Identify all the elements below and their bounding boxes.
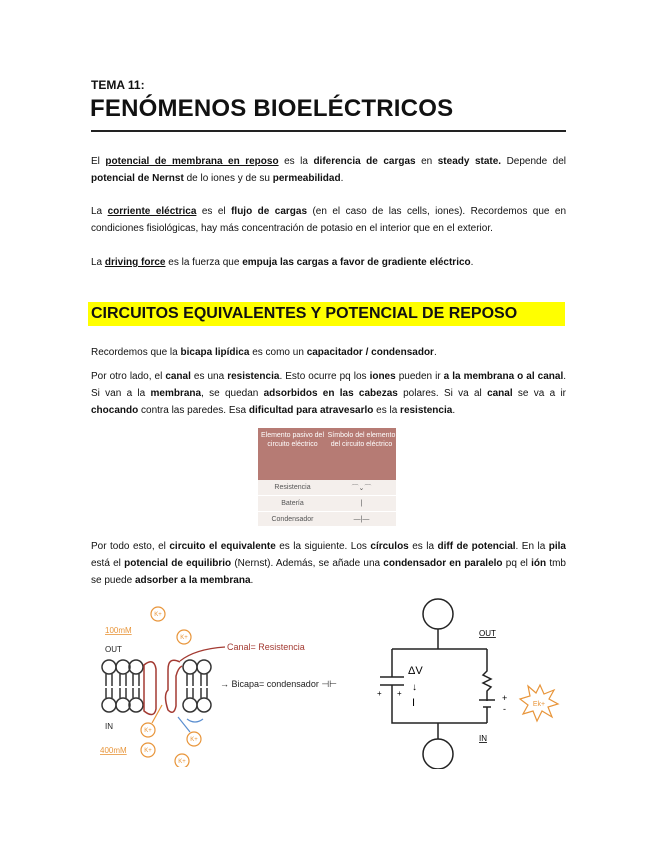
text-run: (Nernst). Además, se añade una <box>231 558 384 569</box>
svg-text:K+: K+ <box>178 759 186 765</box>
emphasized-text: potencial de equilibrio <box>124 558 232 569</box>
text-run: , se quedan <box>201 388 264 399</box>
text-run: es el <box>196 206 232 217</box>
emphasized-text: bicapa lipídica <box>180 347 250 358</box>
current-arrow-icon: ↓ <box>412 682 417 693</box>
battery-plus: + <box>502 693 508 703</box>
paragraph-electric-current <box>91 203 566 237</box>
ion-arrow-blue <box>178 717 203 732</box>
text-run: . Si van a la <box>91 371 566 399</box>
paragraph-channel <box>91 368 566 419</box>
resistor-symbol: ⌒⌄⌒ <box>351 484 372 492</box>
text-run: Por todo esto, el <box>91 541 170 552</box>
page-title: FENÓMENOS BIOELÉCTRICOS <box>90 95 454 122</box>
current-label: I <box>412 697 416 709</box>
paragraph-driving-force <box>91 254 566 271</box>
text-run: . <box>250 575 254 586</box>
bottom-concentration-label: 400mM <box>100 746 127 755</box>
text-run: El <box>91 156 106 167</box>
text-run: es la <box>278 156 314 167</box>
text-run: (en el caso de las cells, iones). Recordemos que en condiciones fisiológicas, hay más concentración de potasio en el interior que en el exterior. <box>91 206 567 234</box>
emphasized-text: diferencia de cargas <box>313 156 416 167</box>
text-run: polares. Si va al <box>397 388 488 399</box>
title-divider <box>91 130 566 132</box>
paragraph-equivalent-circuit <box>91 538 566 589</box>
out-label: OUT <box>479 629 496 638</box>
emphasized-text: a la membrana o al canal <box>443 371 564 382</box>
emphasized-text: steady state. <box>437 156 502 167</box>
text-run: está el <box>91 558 125 569</box>
in-label: IN <box>105 722 113 731</box>
emphasized-text: resistencia <box>227 371 280 382</box>
emphasized-text: empuja las cargas a favor de gradiente eléctrico <box>242 257 471 268</box>
emphasized-text: círculos <box>370 541 409 552</box>
emphasized-text: canal <box>165 371 191 382</box>
emphasized-text: ión <box>531 558 547 569</box>
table-cell: Resistencia <box>274 484 311 491</box>
text-run: pq el <box>502 558 532 569</box>
ek-label: Ek+ <box>532 701 546 708</box>
text-run: en <box>415 156 438 167</box>
text-run: contra las paredes. Esa <box>138 405 249 416</box>
text-run: . En la <box>515 541 549 552</box>
paragraph-membrane-potential <box>91 153 566 187</box>
table-cell: Condensador <box>271 516 314 523</box>
svg-text:K+: K+ <box>144 748 152 754</box>
potassium-ions <box>141 607 201 767</box>
svg-text:K+: K+ <box>180 635 188 641</box>
emphasized-text: potencial de membrana en reposo <box>105 156 279 167</box>
text-run: . <box>470 257 474 268</box>
channel-wall-right <box>166 660 183 712</box>
channel-wall-left <box>144 662 156 715</box>
potential-circle-bottom <box>423 739 453 769</box>
text-run: es como un <box>249 347 307 358</box>
emphasized-text: pila <box>548 541 566 552</box>
text-run: es la siguiente. Los <box>275 541 371 552</box>
table-header: Elemento pasivo del circuito eléctrico <box>260 432 325 448</box>
emphasized-text: capacitador / condensador <box>306 347 434 358</box>
emphasized-text: iones <box>369 371 396 382</box>
text-run: de lo iones y de su <box>183 173 273 184</box>
emphasized-text: dificultad para atravesarlo <box>248 405 374 416</box>
emphasized-text: resistencia <box>400 405 453 416</box>
table-row <box>258 496 396 512</box>
capacitor-symbol: —|— <box>353 516 370 523</box>
text-run: Por otro lado, el <box>91 371 166 382</box>
section-heading: CIRCUITOS EQUIVALENTES Y POTENCIAL DE REPOSO <box>88 302 565 326</box>
circuit-wires <box>380 629 495 739</box>
text-run: es una <box>190 371 228 382</box>
text-run: es la fuerza que <box>165 257 243 268</box>
text-run: pueden ir <box>395 371 444 382</box>
delta-v-label: ΔV <box>408 665 423 677</box>
table-header: Símbolo del elemento del circuito eléctrico <box>327 432 396 448</box>
svg-text:K+: K+ <box>190 737 198 743</box>
topic-label: TEMA 11: <box>91 78 145 92</box>
emphasized-text: flujo de cargas <box>231 206 308 217</box>
in-label: IN <box>479 734 487 743</box>
emphasized-text: adsorbidos en las cabezas <box>263 388 398 399</box>
emphasized-text: potencial de Nernst <box>91 173 184 184</box>
canal-label: Canal= Resistencia <box>227 642 305 652</box>
emphasized-text: condensador en paralelo <box>383 558 503 569</box>
out-label: OUT <box>105 645 122 654</box>
battery-symbol: | <box>360 500 363 507</box>
capacitor-plus: + <box>397 689 402 698</box>
text-run: . Esto ocurre pq los <box>279 371 370 382</box>
text-run: . <box>452 405 456 416</box>
text-run: Recordemos que la <box>91 347 181 358</box>
top-concentration-label: 100mM <box>105 626 132 635</box>
emphasized-text: chocando <box>91 405 139 416</box>
emphasized-text: corriente eléctrica <box>107 206 197 217</box>
text-run: es la <box>373 405 401 416</box>
table-cell: Batería <box>281 500 304 507</box>
emphasized-text: driving force <box>104 257 166 268</box>
text-run: . <box>340 173 344 184</box>
emphasized-text: membrana <box>150 388 202 399</box>
svg-text:K+: K+ <box>144 728 152 734</box>
text-run: . <box>433 347 437 358</box>
potential-circle-top <box>423 599 453 629</box>
table-row <box>258 480 396 496</box>
text-run: tmb se puede <box>91 558 566 586</box>
canal-arrow <box>180 647 225 661</box>
text-run: Depende del <box>501 156 567 167</box>
membrane-channel-diagram <box>92 597 362 767</box>
bicapa-label: → Bicapa= condensador ⊣⊢ <box>220 679 337 689</box>
circuit-elements-table <box>258 428 396 526</box>
paragraph-bilayer <box>91 344 566 361</box>
text-run: se va a ir <box>512 388 566 399</box>
capacitor-plus: + <box>377 689 382 698</box>
text-run: es la <box>408 541 438 552</box>
emphasized-text: permeabilidad <box>272 173 341 184</box>
emphasized-text: circuito el equivalente <box>169 541 276 552</box>
text-run: La <box>91 206 108 217</box>
emphasized-text: adsorber a la membrana <box>134 575 251 586</box>
emphasized-text: diff de potencial <box>437 541 516 552</box>
emphasized-text: canal <box>487 388 513 399</box>
equivalent-circuit-diagram <box>372 597 568 769</box>
table-row <box>258 512 396 528</box>
text-run: La <box>91 257 105 268</box>
svg-text:K+: K+ <box>154 612 162 618</box>
battery-minus: - <box>503 704 506 714</box>
